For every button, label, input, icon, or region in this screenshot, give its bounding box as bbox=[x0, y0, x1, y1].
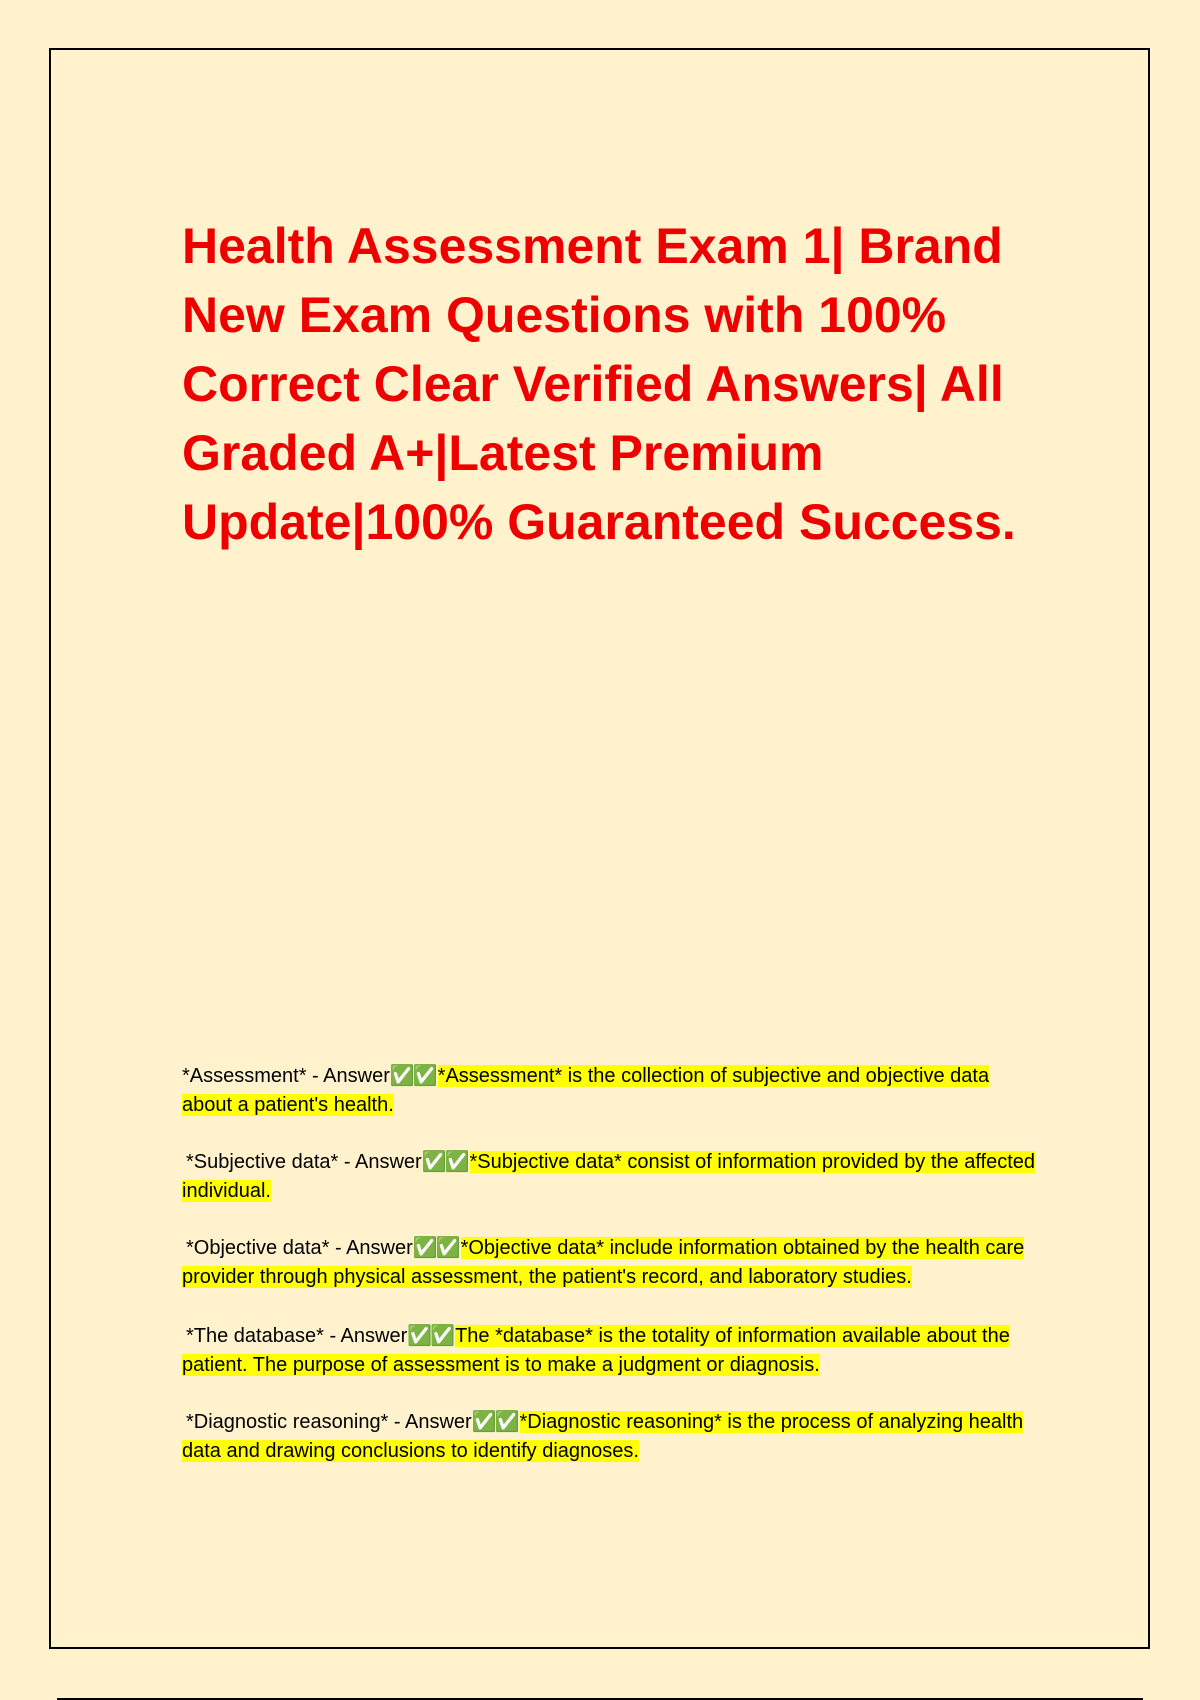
term-text: *Assessment* - Answer bbox=[182, 1065, 390, 1087]
check-marks-icon: ✅✅ bbox=[412, 1237, 459, 1259]
answer-highlight: *Objective data* include information obtained by the health care provider through physical assessment, the patient's record, and laboratory studies. bbox=[182, 1237, 1025, 1288]
qa-list bbox=[182, 1062, 1042, 1494]
check-marks-icon: ✅✅ bbox=[421, 1151, 468, 1173]
term-text: *Diagnostic reasoning* - Answer bbox=[186, 1411, 472, 1433]
check-marks-icon: ✅✅ bbox=[471, 1411, 518, 1433]
check-marks-icon: ✅✅ bbox=[389, 1065, 436, 1087]
qa-item-diagnostic-reasoning bbox=[182, 1408, 1042, 1466]
qa-item-objective-data bbox=[182, 1234, 1042, 1292]
term-text: *Subjective data* - Answer bbox=[186, 1151, 422, 1173]
answer-highlight: The *database* is the totality of information available about the patient. The purpose of assessment is to make a judgment or diagnosis. bbox=[182, 1325, 1010, 1376]
term-text: *The database* - Answer bbox=[186, 1325, 408, 1347]
qa-item-assessment bbox=[182, 1062, 1042, 1120]
qa-item-subjective-data bbox=[182, 1148, 1042, 1206]
qa-item-database bbox=[182, 1322, 1042, 1380]
answer-highlight: *Subjective data* consist of information provided by the affected individual. bbox=[182, 1151, 1036, 1202]
term-text: *Objective data* - Answer bbox=[186, 1237, 413, 1259]
answer-highlight: *Diagnostic reasoning* is the process of analyzing health data and drawing conclusions to identify diagnoses. bbox=[182, 1411, 1024, 1462]
document-title: Health Assessment Exam 1| Brand New Exam Questions with 100% Correct Clear Verified Answers| All Graded A+|Latest Premium Update|100% Guaranteed Success. bbox=[182, 218, 1016, 550]
check-marks-icon: ✅✅ bbox=[407, 1325, 454, 1347]
answer-highlight: *Assessment* is the collection of subjective and objective data about a patient's health. bbox=[182, 1065, 990, 1116]
